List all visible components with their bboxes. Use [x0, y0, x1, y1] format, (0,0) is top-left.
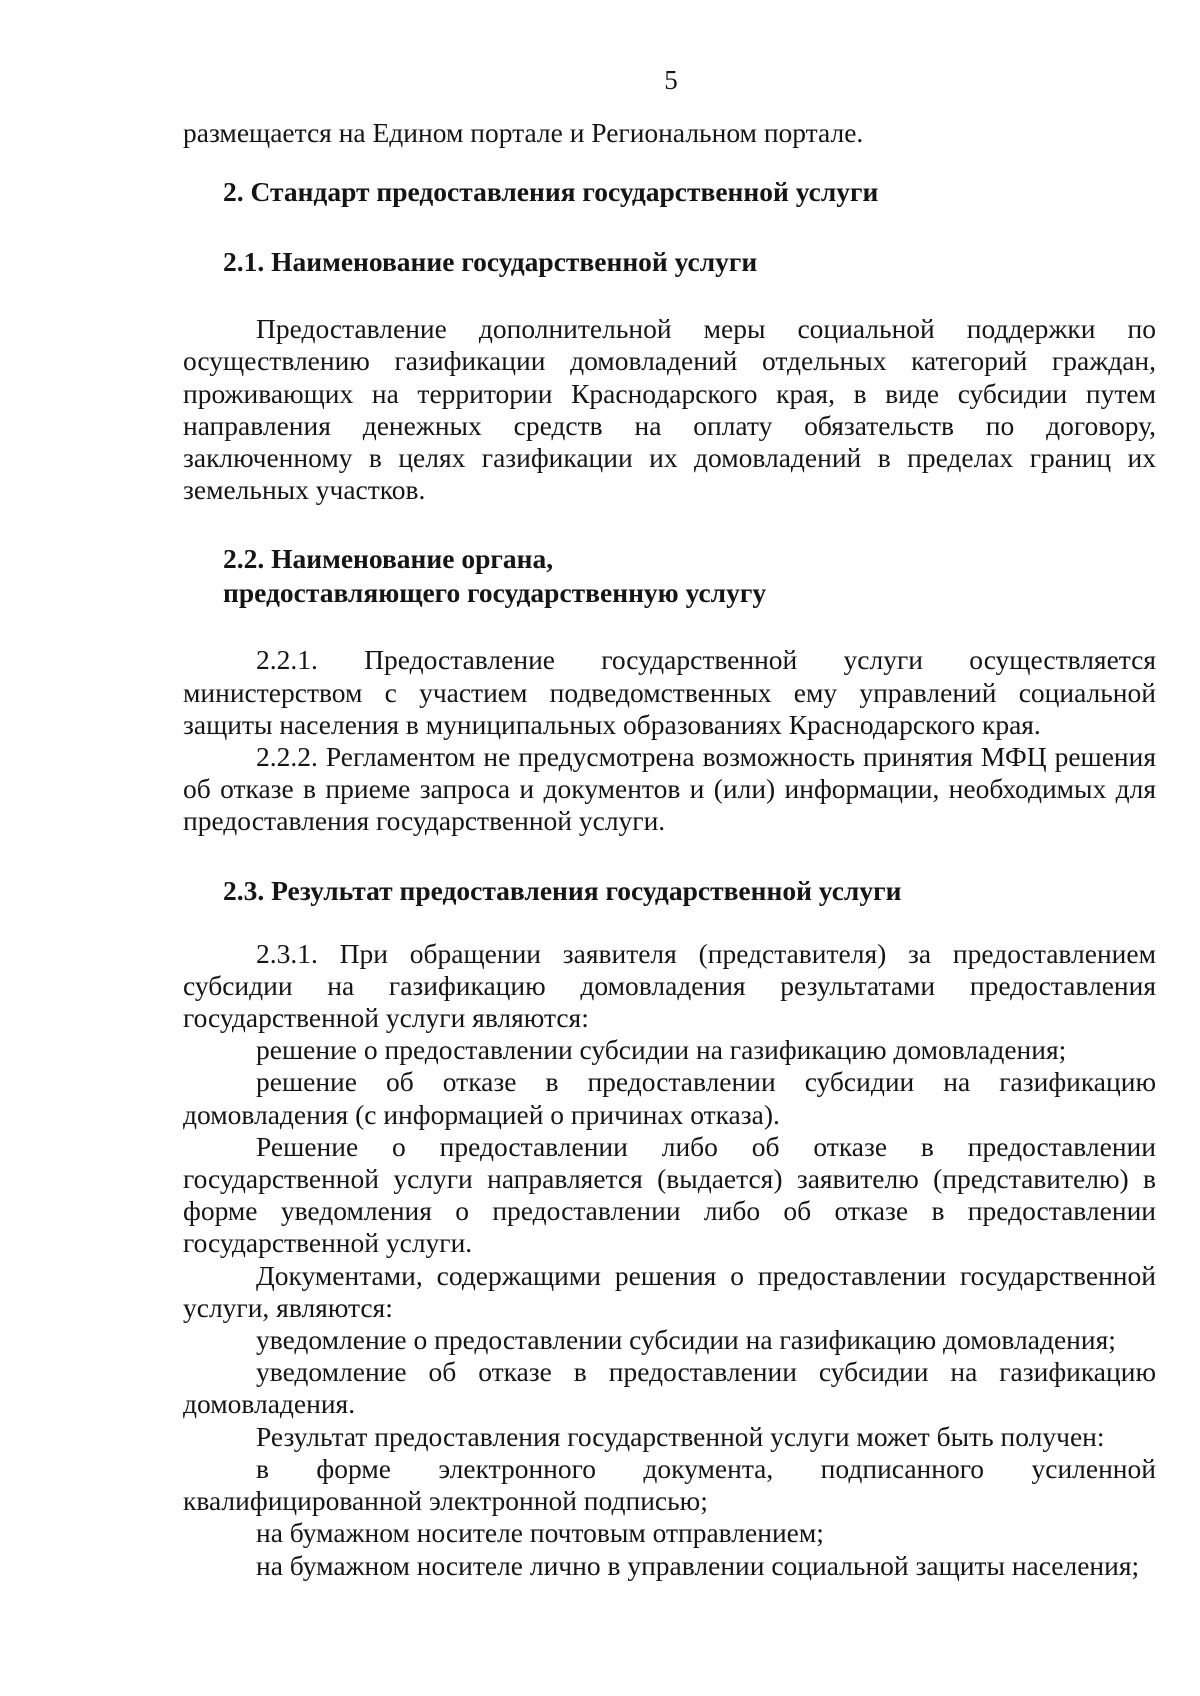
list-item-get-3: на бумажном носителе лично в управлении социальной защиты населения; [256, 1549, 1140, 1581]
list-item-get-1: в форме электронного документа, подписанного усиленной квалифицированной электронной подписью; [183, 1452, 1156, 1517]
section-heading-2-2-line2: предоставляющего государственную услугу [223, 577, 767, 609]
paragraph-documents: Документами, содержащими решения о предоставлении государственной услуги, являются: [183, 1259, 1156, 1323]
section-heading-2: 2. Стандарт предоставления государственной услуги [223, 176, 879, 208]
section-heading-2-3: 2.3. Результат предоставления государственной услуги [223, 874, 902, 906]
paragraph-2-1: Предоставление дополнительной меры социальной поддержки по осуществлению газификации домовладений отдельных категорий граждан, проживающих на территории Краснодарского края, в виде субсидии путем направления денежных средств на оплату обязательств по договору, заключенному в целях газификации их домовладений в пределах границ их земельных участков. [183, 313, 1156, 506]
document-body [183, 117, 1156, 1582]
paragraph-result-get: Результат предоставления государственной услуги может быть получен: [256, 1420, 1105, 1452]
paragraph-2-2-2: 2.2.2. Регламентом не предусмотрена возможность принятия МФЦ решения об отказе в приеме запроса и документов и (или) информации, необходимых для предоставления государственной услуги. [183, 741, 1156, 837]
section-heading-2-1: 2.1. Наименование государственной услуги [223, 246, 758, 278]
paragraph-portal: размещается на Едином портале и Региональном портале. [183, 117, 864, 148]
list-item-document-2: уведомление об отказе в предоставлении субсидии на газификацию домовладения. [183, 1356, 1156, 1420]
page-number: 5 [664, 65, 678, 95]
section-heading-2-2-line1: 2.2. Наименование органа, [223, 543, 554, 575]
list-item-result-1: решение о предоставлении субсидии на газификацию домовладения; [256, 1034, 1067, 1066]
list-item-get-2: на бумажном носителе почтовым отправлением; [256, 1517, 824, 1549]
list-item-result-2: решение об отказе в предоставлении субсидии на газификацию домовладения (с информацией о причинах отказа). [183, 1066, 1156, 1130]
paragraph-2-3-1: 2.3.1. При обращении заявителя (представителя) за предоставлением субсидии на газификацию домовладения результатами предоставления государственной услуги являются: [183, 937, 1156, 1034]
section-heading-2-2 [183, 542, 1156, 610]
list-item-document-1: уведомление о предоставлении субсидии на газификацию домовладения; [256, 1324, 1116, 1356]
paragraph-2-2-1: 2.2.1. Предоставление государственной услуги осуществляется министерством с участием подведомственных ему управлений социальной защиты населения в муниципальных образованиях Краснодарского края. [183, 644, 1156, 740]
paragraph-decision: Решение о предоставлении либо об отказе в предоставлении государственной услуги направляется (выдается) заявителю (представителю) в форме уведомления о предоставлении либо об отказе в предоставлении государственной услуги. [183, 1130, 1156, 1259]
